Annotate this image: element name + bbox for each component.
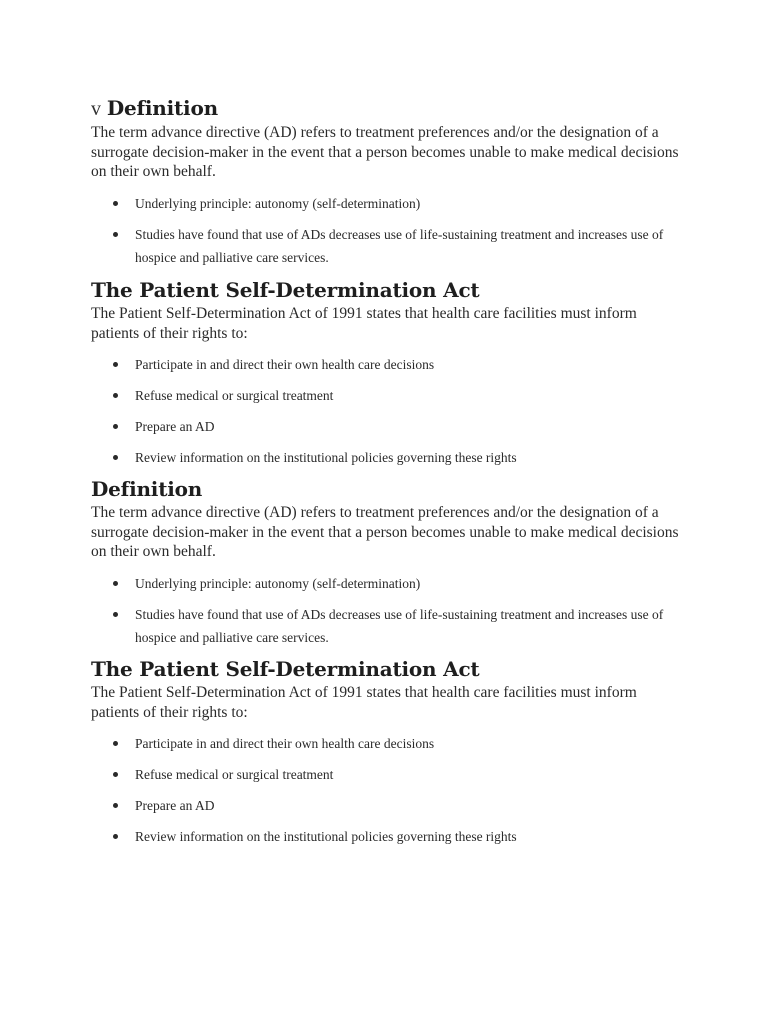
list-item — [91, 353, 685, 376]
bullet-icon — [113, 772, 118, 777]
list-item — [91, 572, 685, 595]
list-item-text: Underlying principle: autonomy (self-determination) — [135, 575, 421, 591]
bullet-icon — [113, 201, 118, 206]
bullet-icon — [113, 612, 118, 617]
section-paragraph: The term advance directive (AD) refers to treatment preferences and/or the designation of a surrogate decision-maker in the event that a person becomes unable to make medical decisions on their own behalf. — [91, 504, 679, 560]
bullet-list — [91, 353, 691, 469]
section-paragraph: The Patient Self-Determination Act of 1991 states that health care facilities must inform patients of their rights to: — [91, 305, 637, 342]
definition-section — [91, 477, 691, 657]
list-item-text: Studies have found that use of ADs decreases use of life-sustaining treatment and increases use of hospice and palliative care services. — [135, 226, 664, 265]
list-item-text: Refuse medical or surgical treatment — [135, 388, 334, 403]
heading-text: Definition — [106, 96, 218, 120]
psda-section — [91, 657, 691, 856]
bullet-list — [91, 192, 691, 269]
list-item-text: Review information on the institutional policies governing these rights — [135, 829, 517, 844]
bullet-list — [91, 572, 691, 649]
bullet-icon — [113, 803, 118, 808]
bullet-list — [91, 732, 691, 848]
bullet-icon — [113, 581, 118, 586]
section-heading — [91, 96, 691, 121]
list-item — [91, 603, 685, 649]
section-heading: The Patient Self-Determination Act — [91, 278, 480, 302]
bullet-icon — [113, 834, 118, 839]
list-item — [91, 732, 685, 755]
list-item — [91, 763, 685, 786]
section-paragraph: The term advance directive (AD) refers to treatment preferences and/or the designation of a surrogate decision-maker in the event that a person becomes unable to make medical decisions on their own behalf. — [91, 124, 679, 180]
list-item — [91, 384, 685, 407]
section-paragraph: The Patient Self-Determination Act of 1991 states that health care facilities must inform patients of their rights to: — [91, 684, 637, 721]
list-item — [91, 223, 685, 269]
bullet-icon — [113, 393, 118, 398]
list-item-text: Studies have found that use of ADs decreases use of life-sustaining treatment and increases use of hospice and palliative care services. — [135, 606, 664, 645]
list-item-text: Prepare an AD — [135, 419, 215, 434]
list-item-text: Review information on the institutional policies governing these rights — [135, 450, 517, 465]
psda-section — [91, 278, 691, 477]
section-heading: The Patient Self-Determination Act — [91, 657, 480, 681]
list-item-text: Participate in and direct their own health care decisions — [135, 357, 435, 372]
section-heading: Definition — [91, 477, 203, 501]
heading-marker: v — [91, 98, 101, 120]
list-item-text: Refuse medical or surgical treatment — [135, 767, 334, 782]
list-item-text: Prepare an AD — [135, 798, 215, 813]
bullet-icon — [113, 424, 118, 429]
list-item — [91, 415, 685, 438]
list-item-text: Underlying principle: autonomy (self-determination) — [135, 195, 421, 211]
bullet-icon — [113, 362, 118, 367]
list-item — [91, 192, 685, 215]
list-item — [91, 446, 685, 469]
list-item — [91, 794, 685, 817]
list-item-text: Participate in and direct their own health care decisions — [135, 736, 435, 751]
definition-section — [91, 96, 691, 277]
list-item — [91, 825, 685, 848]
bullet-icon — [113, 741, 118, 746]
bullet-icon — [113, 232, 118, 237]
bullet-icon — [113, 455, 118, 460]
